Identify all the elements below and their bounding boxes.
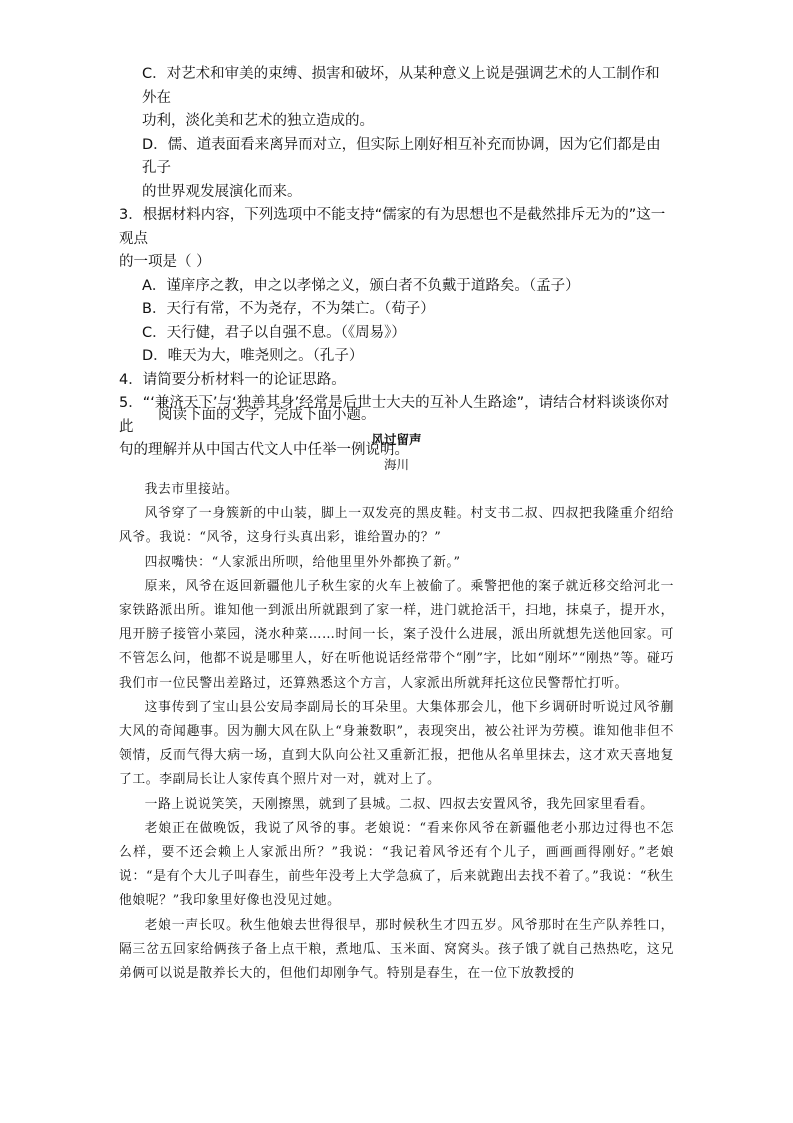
story-author: 海川 bbox=[383, 457, 409, 472]
question-3-line-1: 3．根据材料内容，下列选项中不能支持“儒家的有为思想也不是截然排斥无为的”这一观点 bbox=[119, 207, 666, 247]
question-3-option-d: D．唯天为大，唯尧则之。（孔子） bbox=[142, 348, 364, 364]
option-d-line-2: 的世界观发展演化而来。 bbox=[142, 183, 302, 200]
question-5-line-2: 句的理解并从中国古代文人中任举一例说明。 bbox=[119, 442, 409, 458]
reading-instruction: 阅读下面的文字，完成下面小题。 bbox=[158, 407, 376, 423]
story-title: 风过留声 bbox=[371, 432, 422, 447]
question-3-option-b: B．天行有常，不为尧存，不为桀亡。（荀子） bbox=[142, 301, 435, 317]
story-body bbox=[119, 478, 674, 986]
question-5-line-1: 5．“‘兼济天下’与‘独善其身’经常是后世士大夫的互补人生路途”，请结合材料谈谈你对此 bbox=[119, 395, 670, 435]
story-paragraph: 我去市里接站。 bbox=[144, 482, 239, 497]
option-d-line-1: D．儒、道表面看来离异而对立，但实际上刚好相互补充而协调，因为它们都是由孔子 bbox=[142, 136, 661, 176]
story-paragraph: 老娘正在做晚饭，我说了风爷的事。老娘说：“看来你风爷在新疆他老小那边过得也不怎么样，要不还会赖上人家派出所？”我说：“我记着风爷还有个儿子，画画画得刚好。”老娘说：“是有个大儿子叫春生，前些年没考上大学急疯了，后来就跑出去找不着了。”我说：“秋生他娘呢？”我印象里好像也没见过她。 bbox=[119, 820, 674, 909]
story-paragraph: 老娘一声长叹。秋生他娘去世得很早，那时候秋生才四五岁。风爷那时在生产队养牲口，隔三岔五回家给俩孩子备上点干粮，煮地瓜、玉米面、窝窝头。孩子饿了就自己热热吃，这兄弟俩可以说是散养长大的，但他们却刚争气。特别是春生，在一位下放教授的 bbox=[119, 917, 674, 982]
story-paragraph: 风爷穿了一身簇新的中山装，脚上一双发亮的黑皮鞋。村支书二叔、四叔把我隆重介绍给风爷。我说：“风爷，这身行头真出彩，谁给置办的？” bbox=[119, 506, 674, 546]
question-3-option-c: C．天行健，君子以自强不息。（《周易》） bbox=[142, 324, 406, 341]
option-c-line-2: 功利，淡化美和艺术的独立造成的。 bbox=[142, 113, 374, 129]
question-3-line-2: 的一项是（ ） bbox=[119, 254, 211, 270]
story-paragraph: 这事传到了宝山县公安局李副局长的耳朵里。大集体那会儿，他下乡调研时听说过风爷蒯大风的奇闻趣事。因为蒯大风在队上“身兼数职”，表现突出，被公社评为劳模。谁知他非但不领情，反而气得大病一场，直到大队向公社又重新汇报，把他从名单里抹去，这才欢天喜地复了工。李副局长让人家传真个照片对一对，就对上了。 bbox=[119, 699, 674, 788]
story-paragraph: 四叔嘴快：“人家派出所呗，给他里里外外都换了新。” bbox=[144, 554, 461, 570]
option-c-line-1: C．对艺术和审美的束缚、损害和破坏，从某种意义上说是强调艺术的人工制作和外在 bbox=[142, 66, 660, 106]
story-paragraph: 一路上说说笑笑，天刚擦黑，就到了县城。二叔、四叔去安置风爷，我先回家里看看。 bbox=[144, 796, 654, 812]
question-4: 4．请简要分析材料一的论证思路。 bbox=[119, 371, 346, 388]
story-paragraph: 原来，风爷在返回新疆他儿子秋生家的火车上被偷了。乘警把他的案子就近移交给河北一家铁路派出所。谁知他一到派出所就跟到了家一样，进门就抢活干，扫地，抹桌子，提开水，甩开膀子接管小菜园，浇水种菜……时间一长，案子没什么进展，派出所就想先送他回家。可不管怎么问，他都不说是哪里人，好在听他说话经常带个“刚”字，比如“刚坏”“刚热”等。碰巧我们市一位民警出差路过，还算熟悉这个方言，人家派出所就拜托这位民警帮忙打听。 bbox=[119, 578, 674, 691]
question-3-option-a: A．谨庠序之教，申之以孝悌之义，颁白者不负戴于道路矣。（孟子） bbox=[142, 277, 580, 294]
